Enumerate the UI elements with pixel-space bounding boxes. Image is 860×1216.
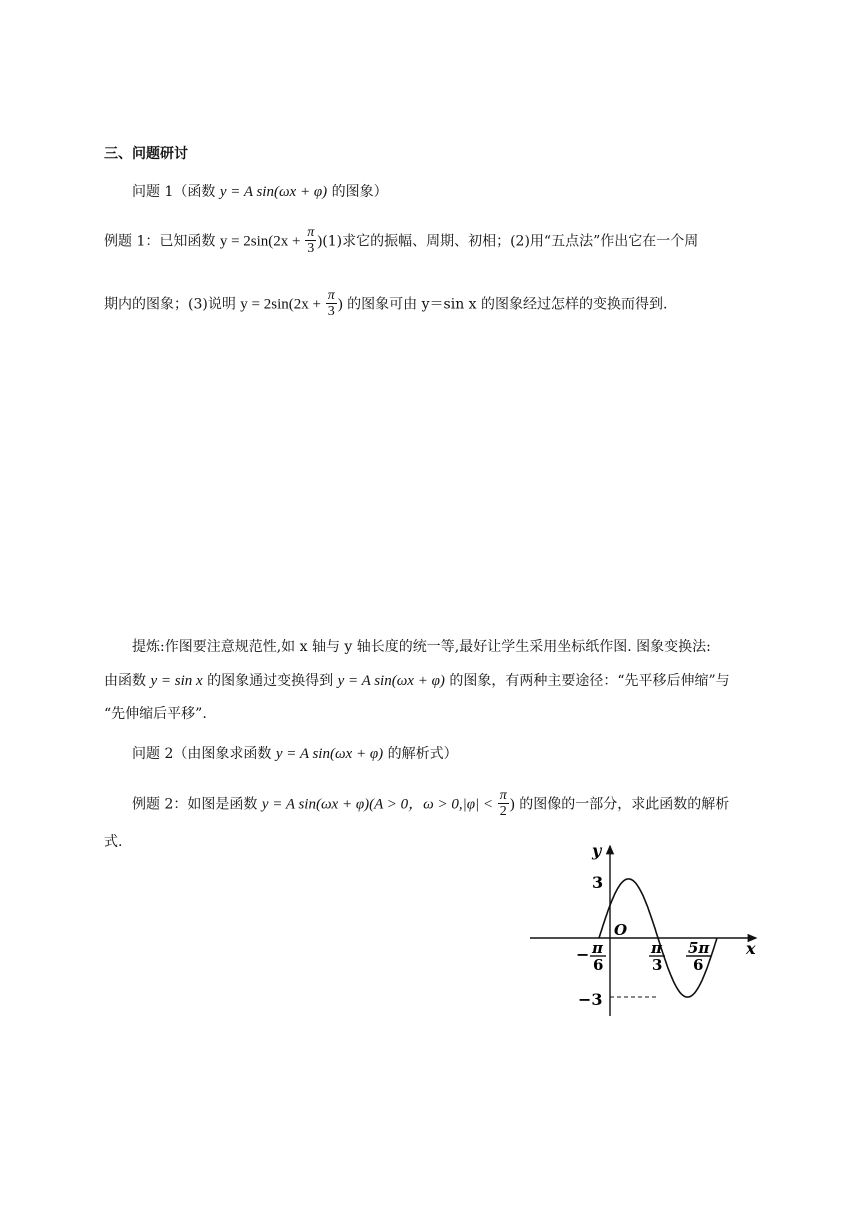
x-tick-label-mid-num: π (651, 939, 662, 957)
x-tick-label-mid-den: 3 (652, 956, 663, 974)
x-tick-label-neg-den: 6 (593, 956, 604, 974)
example-2-formula-a: y = A sin(ωx + φ)(A > 0，ω > 0,|φ| < (261, 796, 497, 813)
fraction-numerator: π (327, 288, 335, 303)
problem-2-formula: y = A sin(ωx + φ) (275, 746, 384, 762)
section-heading: 三、问题研讨 (104, 146, 188, 162)
example-1-text-1: (1)求它的振幅、周期、初相；(2)用“五点法”作出它在一个周 (322, 233, 699, 250)
fraction-denominator: 3 (327, 304, 335, 319)
example-2-formula-b: ) (509, 796, 515, 813)
y-tick-label-max: 3 (592, 873, 604, 892)
example-2-label: 例题 2：如图是函数 (132, 796, 262, 813)
problem-1-formula: y = A sin(ωx + φ) (219, 184, 328, 200)
problem-1-prefix: 问题 1（函数 (132, 184, 220, 200)
example-1-text-2b: 的图象可由 y＝sin x 的图象经过怎样的变换而得到. (342, 296, 668, 313)
x-tick-label-sign: − (576, 945, 590, 964)
example-1-function-a: y = 2sin(2x + (219, 233, 305, 250)
example-2-text-a: 的图像的一部分，求此函数的解析 (514, 796, 730, 813)
refine-formula-2: y = A sin(ωx + φ) (337, 673, 445, 689)
example-1-function-a-repeat: y = 2sin(2x + (240, 296, 325, 313)
refine-formula-1: y = sin x (150, 673, 203, 689)
problem-2-prefix: 问题 2（由图象求函数 (132, 746, 276, 762)
y-axis-label: y (592, 841, 602, 860)
sine-graph (520, 838, 770, 1028)
example-1-function-b-repeat: ) (337, 296, 343, 313)
refine-line-2a: 由函数 (104, 673, 151, 689)
origin-label: O (614, 921, 628, 939)
refine-line-1: 提炼:作图要注意规范性,如 x 轴与 y 轴长度的统一等,最好让学生采用坐标纸作图. 图象变换法: (132, 639, 711, 655)
x-tick-label-end-num: 5π (688, 939, 710, 957)
refine-line-2 (104, 671, 730, 691)
x-tick-label-end-den: 6 (693, 956, 704, 974)
problem-1-title (132, 182, 388, 202)
example-1-fraction-repeat (326, 288, 337, 319)
y-tick-label-min: −3 (578, 990, 603, 1009)
problem-2-suffix: 的解析式） (383, 746, 458, 762)
problem-1-suffix: 的图象） (327, 184, 388, 200)
fraction-denominator: 3 (307, 241, 315, 256)
fraction-denominator: 2 (499, 804, 507, 819)
fraction-numerator: π (307, 225, 315, 240)
example-1-line-1 (104, 226, 698, 257)
example-1-fraction (305, 225, 316, 256)
refine-line-3: “先伸缩后平移”. (104, 706, 207, 722)
x-axis-label: x (746, 939, 756, 958)
example-2-line-2: 式. (104, 834, 123, 850)
example-1-label: 例题 1：已知函数 (104, 233, 220, 250)
refine-line-2b: 的图象通过变换得到 (202, 673, 338, 689)
example-2-fraction (498, 788, 509, 819)
fraction-numerator: π (499, 788, 507, 803)
refine-line-2c: 的图象，有两种主要途径：“先平移后伸缩”与 (444, 673, 730, 689)
example-2-line-1 (132, 789, 729, 820)
example-1-line-2 (104, 289, 667, 320)
example-1-function-b: ) (317, 233, 323, 250)
problem-2-title (132, 744, 458, 764)
example-1-text-2a: 期内的图象；(3)说明 (104, 296, 241, 313)
x-tick-label-neg-num: π (592, 939, 603, 957)
